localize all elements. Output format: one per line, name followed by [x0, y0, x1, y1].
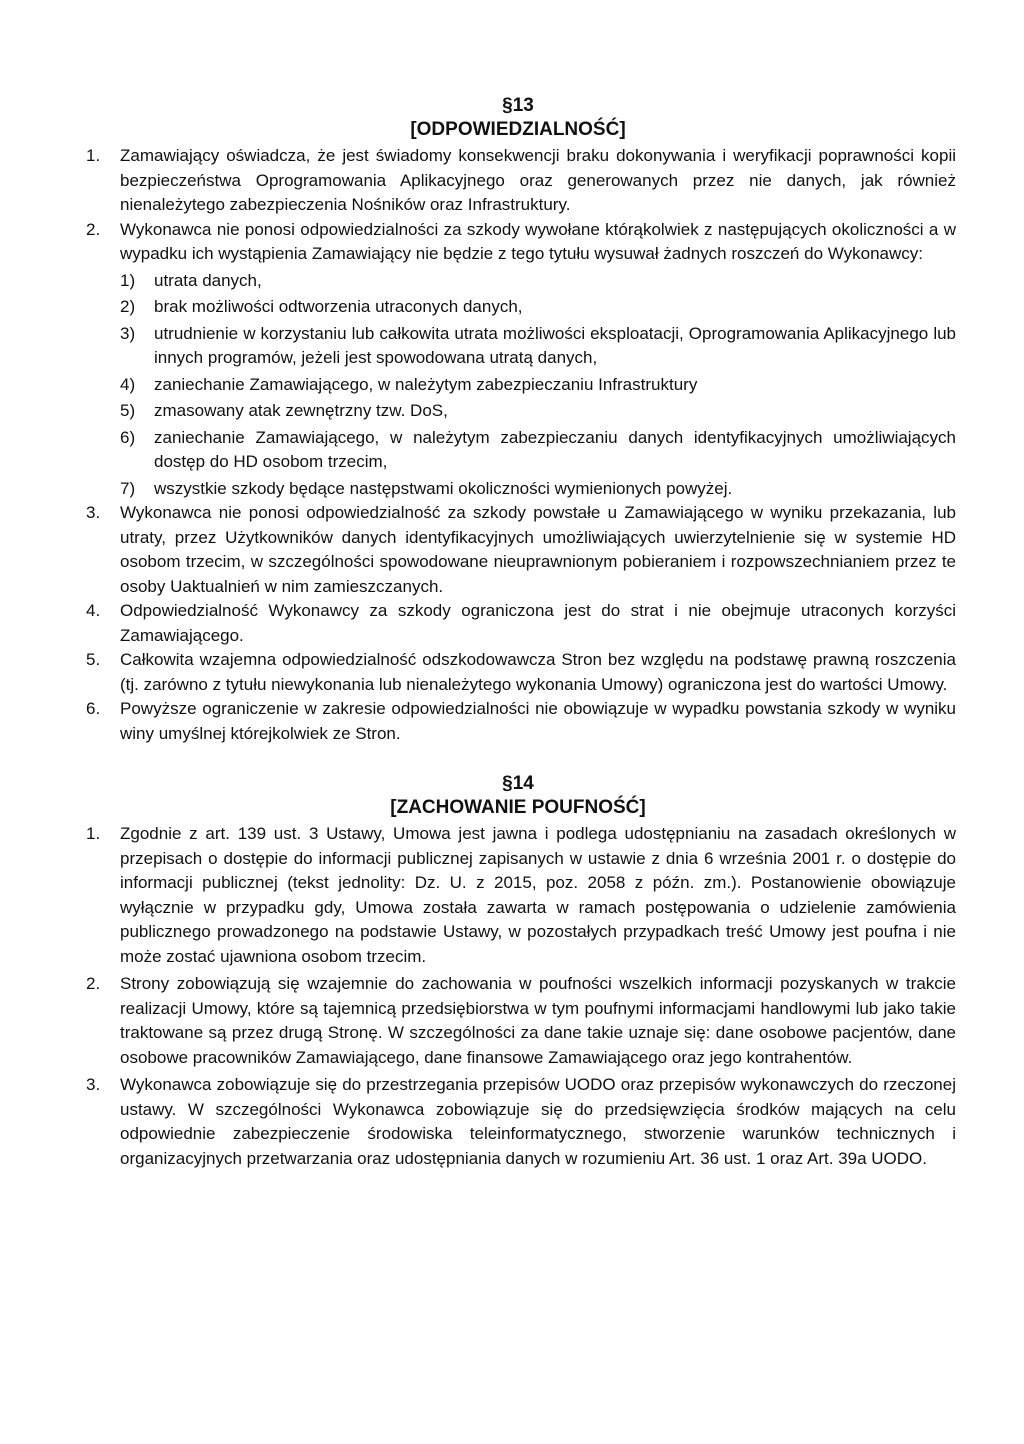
- list-item: [80, 972, 956, 1070]
- section-14: [80, 772, 956, 1171]
- item-number: 4.: [86, 601, 101, 620]
- sub-list-item: [120, 426, 956, 475]
- section-heading: [80, 94, 956, 142]
- section-number: §13: [502, 95, 534, 116]
- list-item: [80, 1073, 956, 1171]
- sub-item-number: 3): [120, 323, 136, 343]
- item-text: Zamawiający oświadcza, że jest świadomy konsekwencji braku dokonywania i weryfikacji poprawności kopii bezpieczeństwa Oprogramowania Aplikacyjnego oraz generowanych przez nie danych, jak również nienależytego zabezpieczenia Nośników oraz Infrastruktury.: [120, 146, 956, 214]
- sub-list-item: [120, 322, 956, 371]
- list-item: [80, 697, 956, 746]
- section-number: §14: [502, 773, 534, 794]
- section-title: [ODPOWIEDZIALNOŚĆ]: [410, 119, 626, 140]
- section-title: [ZACHOWANIE POUFNOŚĆ]: [390, 797, 646, 818]
- sub-list-item: [120, 477, 956, 502]
- item-text: Odpowiedzialność Wykonawcy za szkody ograniczona jest do strat i nie obejmuje utraconych korzyści Zamawiającego.: [120, 601, 956, 645]
- numbered-list: [80, 144, 956, 746]
- sub-item-number: 1): [120, 270, 136, 290]
- sub-item-number: 4): [120, 374, 136, 394]
- sub-item-number: 6): [120, 427, 136, 447]
- sub-list-item: [120, 269, 956, 294]
- item-number: 2.: [86, 974, 101, 993]
- list-item: [80, 218, 956, 502]
- list-item: [80, 144, 956, 218]
- item-number: 2.: [86, 219, 101, 239]
- sub-item-text: zaniechanie Zamawiającego, w należytym zabezpieczaniu Infrastruktury: [154, 374, 698, 394]
- item-text: Wykonawca nie ponosi odpowiedzialności za szkody wywołane którąkolwiek z następujących okoliczności a w wypadku ich wystąpienia Zamawiający nie będzie z tego tytułu wysuwał żadnych roszczeń do Wykonawcy:: [120, 219, 956, 263]
- sub-list-item: [120, 399, 956, 424]
- item-text: Wykonawca nie ponosi odpowiedzialność za szkody powstałe u Zamawiającego w wyniku przekazania, lub utraty, przez Użytkowników danych identyfikacyjnych umożliwiających uwierzytelnienie się w systemie HD osobom trzecim, w szczególności spowodowane nieuprawnionym pobieraniem i rozpowszechnianiem przez te osoby Uaktualnień w nim zamieszczanych.: [120, 503, 956, 596]
- item-number: 6.: [86, 699, 101, 718]
- section-13: [80, 94, 956, 746]
- item-text: Powyższe ograniczenie w zakresie odpowiedzialności nie obowiązuje w wypadku powstania szkody w wyniku winy umyślnej którejkolwiek ze Stron.: [120, 699, 956, 743]
- numbered-list: [80, 822, 956, 1171]
- sub-item-text: zaniechanie Zamawiającego, w należytym zabezpieczaniu danych identyfikacyjnych umożliwiających dostęp do HD osobom trzecim,: [154, 427, 956, 471]
- item-text: Całkowita wzajemna odpowiedzialność odszkodowawcza Stron bez względu na podstawę prawną roszczenia (tj. zarówno z tytułu niewykonania lub nienależytego wykonania Umowy) ograniczona jest do wartości Umowy.: [120, 650, 956, 694]
- sub-item-text: wszystkie szkody będące następstwami okoliczności wymienionych powyżej.: [154, 478, 733, 498]
- item-text: Wykonawca zobowiązuje się do przestrzegania przepisów UODO oraz przepisów wykonawczych do rzeczonej ustawy. W szczególności Wykonawca zobowiązuje się do przedsięwzięcia środków mających na celu odpowiednie zabezpieczenie środowiska teleinformatycznego, stworzenie warunków technicznych i organizacyjnych przetwarzania oraz udostępniania danych w rozumieniu Art. 36 ust. 1 oraz Art. 39a UODO.: [120, 1075, 956, 1168]
- item-number: 5.: [86, 650, 101, 669]
- list-item: [80, 822, 956, 969]
- item-number: 1.: [86, 146, 101, 165]
- sub-item-number: 7): [120, 478, 136, 498]
- item-text: Zgodnie z art. 139 ust. 3 Ustawy, Umowa jest jawna i podlega udostępnianiu na zasadach określonych w przepisach o dostępie do informacji publicznej zapisanych w ustawie z dnia 6 września 2001 r. o dostępie do informacji publicznej (tekst jednolity: Dz. U. z 2015, poz. 2058 z późn. zm.). Postanowienie obowiązuje wyłącznie w przypadku gdy, Umowa została zawarta w ramach postępowania o udzielenie zamówienia publicznego prowadzonego na podstawie Ustawy, w pozostałych przypadkach treść Umowy jest poufna i nie może zostać ujawniona osobom trzecim.: [120, 824, 956, 966]
- sub-list: [120, 269, 956, 502]
- sub-item-text: utrudnienie w korzystaniu lub całkowita utrata możliwości eksploatacji, Oprogramowania Aplikacyjnego lub innych programów, jeżeli jest spowodowana utratą danych,: [154, 323, 956, 367]
- sub-item-text: brak możliwości odtworzenia utraconych danych,: [154, 297, 523, 316]
- list-item: [80, 599, 956, 648]
- document-page: [80, 94, 956, 1174]
- sub-list-item: [120, 295, 956, 320]
- list-item: [80, 648, 956, 697]
- section-heading: [80, 772, 956, 820]
- item-number: 3.: [86, 1075, 101, 1094]
- sub-list-item: [120, 373, 956, 398]
- list-item: [80, 501, 956, 599]
- item-number: 3.: [86, 503, 101, 522]
- item-text: Strony zobowiązują się wzajemnie do zachowania w poufności wszelkich informacji pozyskanych w trakcie realizacji Umowy, które są tajemnicą przedsiębiorstwa w tym poufnymi informacjami handlowymi lub jako takie traktowane są przez drugą Stronę. W szczególności za dane takie uznaje się: dane osobowe pacjentów, dane osobowe pracowników Zamawiającego, dane finansowe Zamawiającego oraz jego kontrahentów.: [120, 974, 956, 1067]
- sub-item-number: 2): [120, 297, 136, 316]
- sub-item-number: 5): [120, 401, 136, 420]
- sub-item-text: utrata danych,: [154, 270, 262, 290]
- item-number: 1.: [86, 824, 101, 843]
- sub-item-text: zmasowany atak zewnętrzny tzw. DoS,: [154, 401, 448, 420]
